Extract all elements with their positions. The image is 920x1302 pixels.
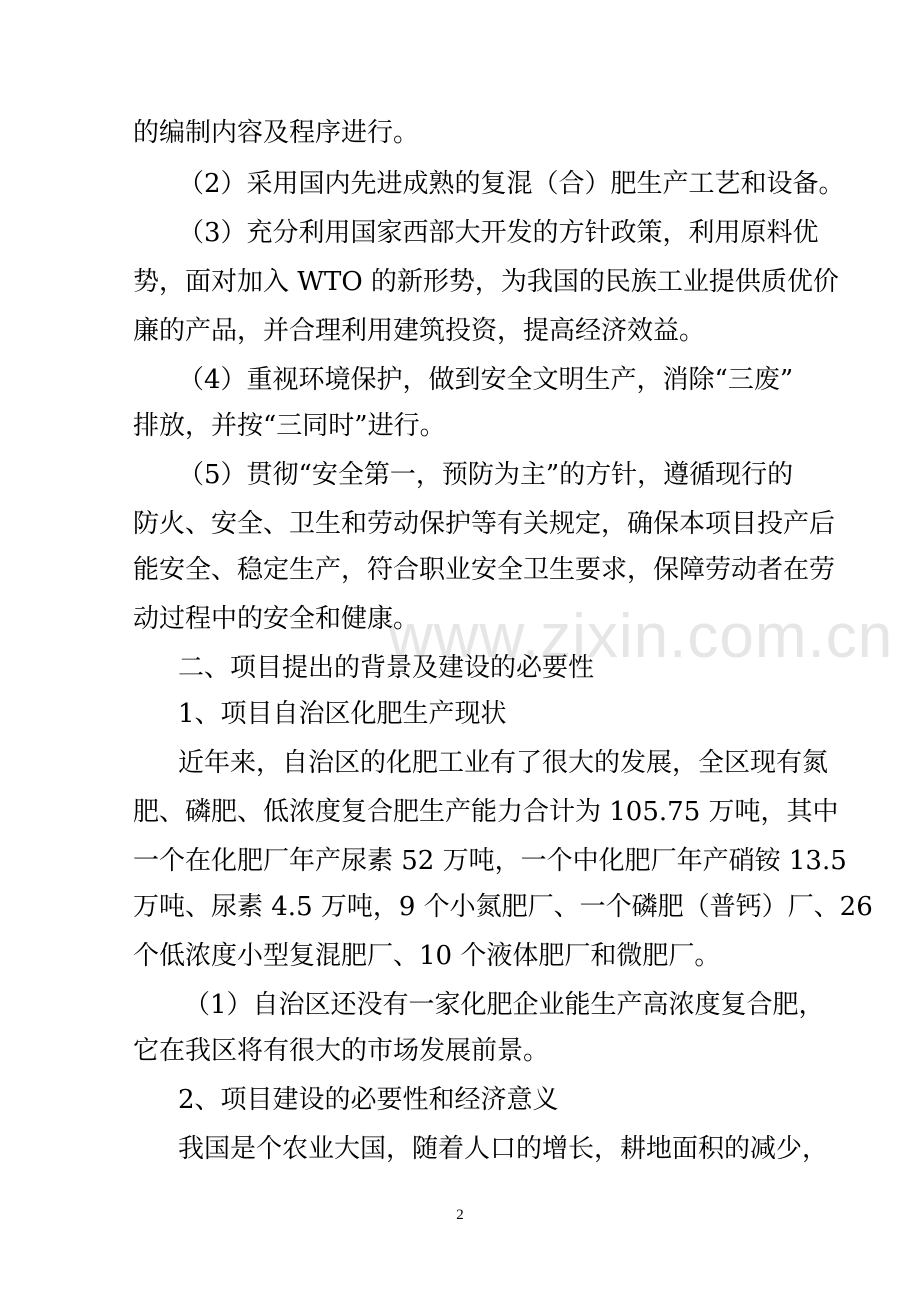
section-heading: 二、项目提出的背景及建设的必要性 xyxy=(178,653,595,683)
text-line: 近年来，自治区的化肥工业有了很大的发展，全区现有氮 xyxy=(178,748,829,778)
text-line: 万吨、尿素 4.5 万吨，9 个小氮肥厂、一个磷肥（普钙）厂、26 xyxy=(133,892,873,922)
text-line: 防火、安全、卫生和劳动保护等有关规定，确保本项目投产后 xyxy=(133,509,836,539)
text-line: 个低浓度小型复混肥厂、10 个液体肥厂和微肥厂。 xyxy=(133,941,721,971)
text-line: 一个在化肥厂年产尿素 52 万吨，一个中化肥厂年产硝铵 13.5 xyxy=(133,846,847,876)
subsection-heading: 1、项目自治区化肥生产现状 xyxy=(178,699,507,729)
text-line: （1）自治区还没有一家化肥企业能生产高浓度复合肥， xyxy=(184,990,825,1020)
watermark: www.zixin.com.cn xyxy=(388,602,894,671)
text-line: 廉的产品，并合理利用建筑投资，提高经济效益。 xyxy=(133,316,706,346)
page-number: 2 xyxy=(456,1207,464,1223)
text-line: 我国是个农业大国，随着人口的增长，耕地面积的减少， xyxy=(178,1134,829,1164)
text-line: 能安全、稳定生产，符合职业安全卫生要求，保障劳动者在劳 xyxy=(133,555,836,585)
text-line: （4）重视环境保护，做到安全文明生产，消除“三废” xyxy=(178,365,794,395)
text-line: （3）充分利用国家西部大开发的方针政策，利用原料优 xyxy=(178,218,819,248)
text-line: 排放，并按“三同时”进行。 xyxy=(133,411,446,441)
text-line: 肥、磷肥、低浓度复合肥生产能力合计为 105.75 万吨，其中 xyxy=(133,797,839,827)
text-line: 它在我区将有很大的市场发展前景。 xyxy=(133,1036,550,1066)
text-line: 的编制内容及程序进行。 xyxy=(133,118,420,148)
text-line: 动过程中的安全和健康。 xyxy=(133,604,420,634)
subsection-heading: 2、项目建设的必要性和经济意义 xyxy=(178,1085,559,1115)
text-line: （5）贯彻“安全第一，预防为主”的方针，遵循现行的 xyxy=(178,460,794,490)
text-line: 势，面对加入 WTO 的新形势，为我国的民族工业提供质优价 xyxy=(133,267,839,297)
text-line: （2）采用国内先进成熟的复混（合）肥生产工艺和设备。 xyxy=(178,169,845,199)
